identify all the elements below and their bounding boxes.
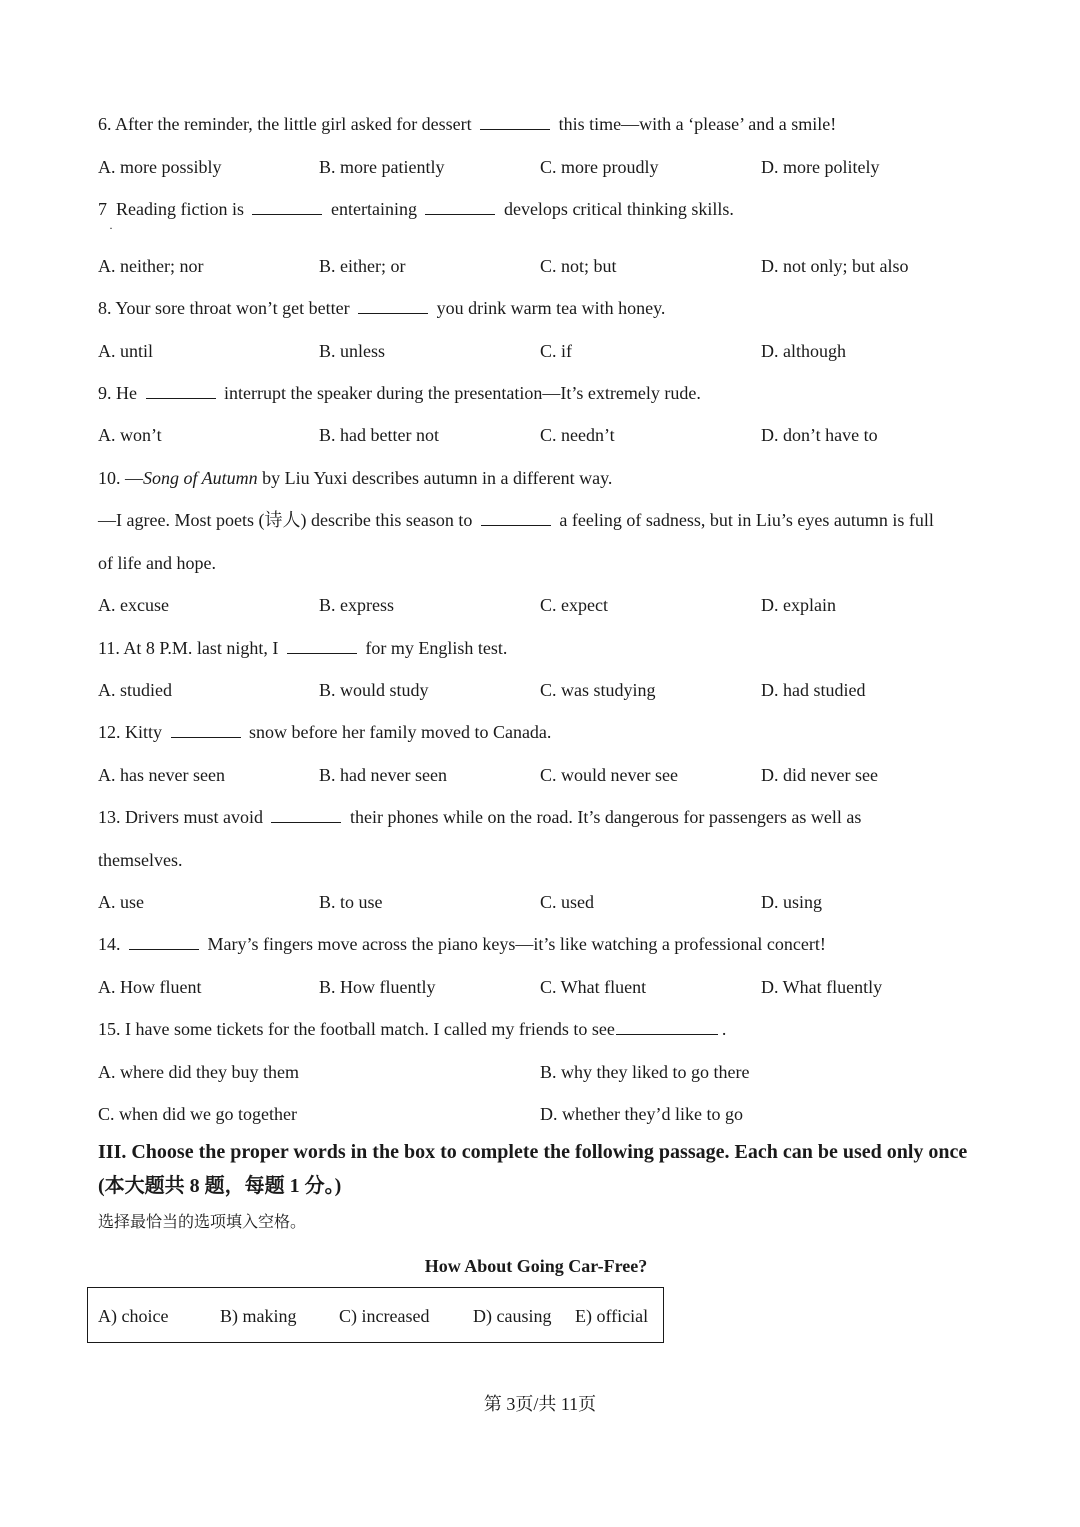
question-text: you drink warm tea with honey.: [436, 298, 666, 318]
question-number: 9.: [98, 383, 112, 403]
question-number: 8.: [98, 298, 112, 318]
question-text: At 8 P.M. last night, I: [123, 638, 279, 658]
question-text: He: [116, 383, 137, 403]
question-14-stem: [98, 932, 826, 956]
option-d: D. although: [761, 341, 846, 361]
passage-title: How About Going Car-Free?: [424, 1256, 648, 1276]
option-b: B. why they liked to go there: [540, 1062, 750, 1082]
question-12-options: [98, 763, 998, 787]
question-14-options: [98, 975, 998, 999]
question-text: —I agree. Most poets (诗人) describe this season to: [98, 510, 473, 530]
word-box-item: B) making: [220, 1306, 297, 1326]
question-number: 6.: [98, 114, 112, 134]
question-text: snow before her family moved to Canada.: [249, 722, 552, 742]
option-d: D. more politely: [761, 157, 880, 177]
option-c: C. What fluent: [540, 977, 647, 997]
question-8-options: [98, 339, 998, 363]
option-b: B. How fluently: [319, 977, 436, 997]
option-b: B. more patiently: [319, 157, 445, 177]
answer-blank: [129, 932, 199, 950]
option-b: B. unless: [319, 341, 386, 361]
question-6-stem: [98, 112, 836, 136]
question-text: Mary’s fingers move across the piano keys—it’s like watching a professional concert!: [207, 934, 826, 954]
question-13-stem: [98, 805, 861, 829]
question-text: Your sore throat won’t get better: [115, 298, 350, 318]
question-number: 13.: [98, 807, 121, 827]
question-text: entertaining: [330, 199, 417, 219]
word-box-item: A) choice: [98, 1306, 169, 1326]
option-c: C. used: [540, 892, 594, 912]
question-9-stem: [98, 381, 701, 405]
question-7-options: [98, 254, 998, 278]
question-13-line2: themselves.: [98, 850, 183, 870]
option-a: A. use: [98, 892, 144, 912]
option-b: B. either; or: [319, 256, 406, 276]
option-d: D. did never see: [761, 765, 878, 785]
option-d: D. What fluently: [761, 977, 883, 997]
option-a: A. until: [98, 341, 154, 361]
question-number: 7: [98, 199, 107, 219]
option-c: C. if: [540, 341, 573, 361]
option-a: A. more possibly: [98, 157, 222, 177]
question-10-line3: of life and hope.: [98, 553, 216, 573]
option-d: D. don’t have to: [761, 425, 878, 445]
answer-blank: [287, 636, 357, 654]
option-a: A. won’t: [98, 425, 162, 445]
question-11-stem: [98, 636, 507, 660]
option-c: C. would never see: [540, 765, 678, 785]
question-15-stem: [98, 1017, 726, 1041]
question-text: their phones while on the road. It’s dangerous for passengers as well as: [349, 807, 862, 827]
stray-dot-mark: ·: [109, 221, 113, 235]
option-a: A. excuse: [98, 595, 169, 615]
question-number: 10.: [98, 468, 121, 488]
option-a: A. neither; nor: [98, 256, 204, 276]
question-text: develops critical thinking skills.: [503, 199, 734, 219]
question-13-options: [98, 890, 998, 914]
answer-blank: [271, 805, 341, 823]
answer-blank: [616, 1017, 718, 1035]
section-3-heading: III. Choose the proper words in the box to complete the following passage. Each can be used only once (本大题共 8 题，每题 1 分。): [98, 1141, 968, 1197]
question-10-line2: [98, 508, 934, 532]
question-9-options: [98, 423, 998, 447]
option-c: C. when did we go together: [98, 1104, 297, 1124]
page-footer: 第 3页/共 11页: [483, 1394, 597, 1414]
question-text: interrupt the speaker during the presentation—It’s extremely rude.: [224, 383, 701, 403]
option-c: C. not; but: [540, 256, 617, 276]
answer-blank: [358, 296, 428, 314]
question-7-stem: [98, 197, 734, 221]
answer-blank: [252, 197, 322, 215]
question-6-options: [98, 155, 998, 179]
question-10-stem: [98, 466, 612, 490]
question-11-options: [98, 678, 998, 702]
option-b: B. to use: [319, 892, 383, 912]
question-15-options-row1: [98, 1060, 998, 1084]
word-box: [87, 1287, 664, 1343]
question-15-options-row2: [98, 1102, 998, 1126]
question-text: for my English test.: [365, 638, 508, 658]
option-b: B. had better not: [319, 425, 439, 445]
question-text: .: [721, 1019, 727, 1039]
answer-blank: [171, 720, 241, 738]
question-text: a feeling of sadness, but in Liu’s eyes autumn is full: [559, 510, 934, 530]
question-text: this time—with a ‘please’ and a smile!: [558, 114, 837, 134]
option-a: A. has never seen: [98, 765, 225, 785]
question-text: by Liu Yuxi describes autumn in a different way.: [262, 468, 613, 488]
option-a: A. where did they buy them: [98, 1062, 299, 1082]
question-number: 11.: [98, 638, 120, 658]
option-b: B. would study: [319, 680, 429, 700]
answer-blank: [146, 381, 216, 399]
option-d: D. not only; but also: [761, 256, 909, 276]
poem-title: Song of Autumn: [143, 468, 258, 488]
question-text: After the reminder, the little girl asked for dessert: [115, 114, 472, 134]
answer-blank: [481, 508, 551, 526]
option-c: C. was studying: [540, 680, 656, 700]
question-10-options: [98, 593, 998, 617]
question-text: Drivers must avoid: [125, 807, 263, 827]
option-b: B. express: [319, 595, 394, 615]
option-c: C. expect: [540, 595, 608, 615]
answer-blank: [425, 197, 495, 215]
option-d: D. explain: [761, 595, 836, 615]
option-b: B. had never seen: [319, 765, 447, 785]
question-12-stem: [98, 720, 551, 744]
word-box-item: D) causing: [473, 1306, 552, 1326]
option-c: C. more proudly: [540, 157, 659, 177]
word-box-item: E) official: [575, 1306, 649, 1326]
question-number: 12.: [98, 722, 121, 742]
question-text: Reading fiction is: [116, 199, 244, 219]
question-number: 15.: [98, 1019, 121, 1039]
option-d: D. had studied: [761, 680, 866, 700]
answer-blank: [480, 112, 550, 130]
question-text: Kitty: [125, 722, 163, 742]
option-d: D. whether they’d like to go: [540, 1104, 743, 1124]
question-number: 14.: [98, 934, 121, 954]
option-d: D. using: [761, 892, 823, 912]
section-3-instruction: 选择最恰当的选项填入空格。: [98, 1212, 307, 1231]
question-text: I have some tickets for the football match. I called my friends to see: [125, 1019, 615, 1039]
dash: —: [125, 468, 143, 488]
question-8-stem: [98, 296, 665, 320]
option-a: A. studied: [98, 680, 172, 700]
option-a: A. How fluent: [98, 977, 202, 997]
option-c: C. needn’t: [540, 425, 615, 445]
word-box-item: C) increased: [339, 1306, 430, 1326]
